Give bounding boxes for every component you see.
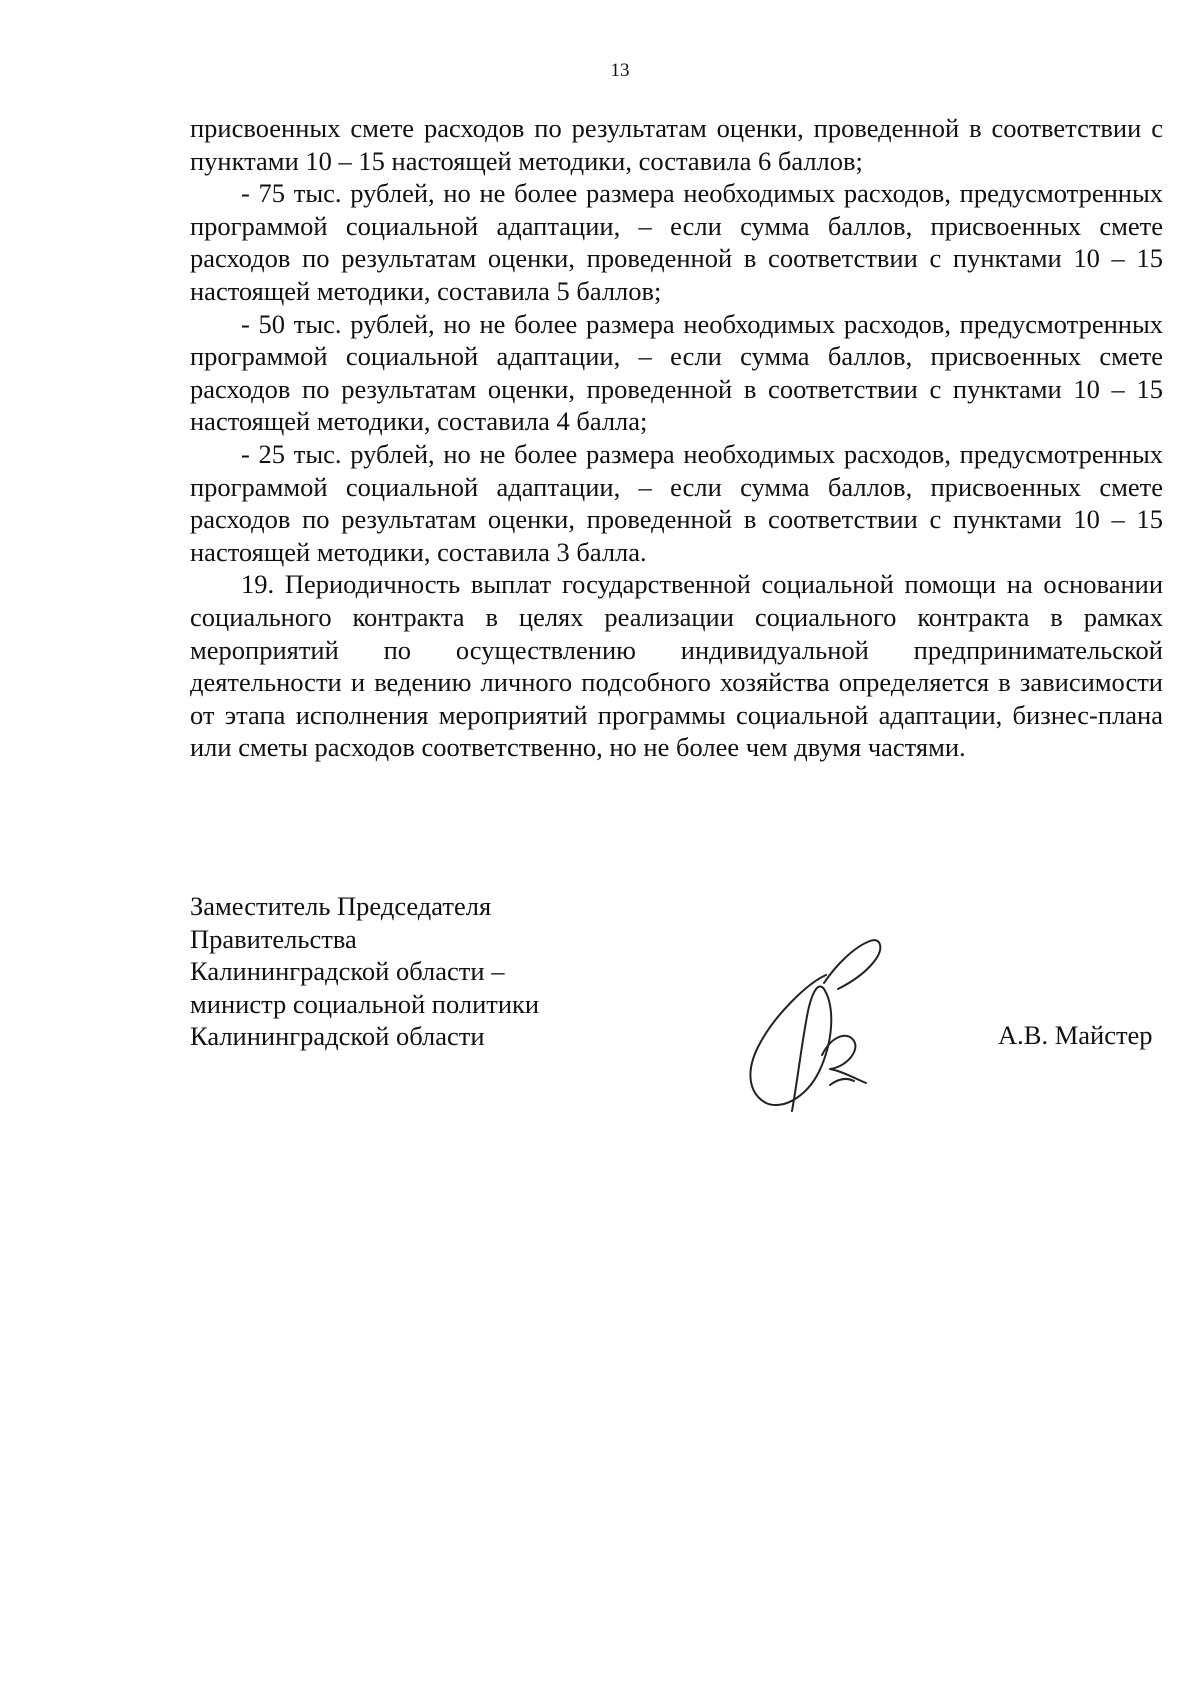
paragraph-continuation: присвоенных смете расходов по результатам оценки, проведенной в соответствии с пунктами 10 – 15 настоящей методики, составила 6 баллов;: [190, 113, 1163, 176]
paragraph-19: 19. Периодичность выплат государственной социальной помощи на основании социального контракта в целях реализации социального контракта в рамках мероприятий по осуществлению индивидуальной предпринимательской деятельности и ведению личного подсобного хозяйства определяется в зависимости от этапа исполнения мероприятий программы социальной адаптации, бизнес-плана или сметы расходов соответственно, но не более чем двумя частями.: [190, 569, 1163, 763]
signatory-title-line: министр социальной политики: [190, 988, 540, 1019]
signatory-title-line: Правительства: [190, 923, 357, 954]
handwritten-signature: [738, 935, 918, 1115]
paragraph-50k: - 50 тыс. рублей, но не более размера необходимых расходов, предусмотренных программой социальной адаптации, – если сумма баллов, присвоенных смете расходов по результатам оценки, проведенной в соответствии с пунктами 10 – 15 настоящей методики, составила 4 балла;: [190, 308, 1163, 437]
body-text: [190, 112, 1163, 764]
page-number: 13: [610, 60, 630, 81]
paragraph-25k: - 25 тыс. рублей, но не более размера необходимых расходов, предусмотренных программой социальной адаптации, – если сумма баллов, присвоенных смете расходов по результатам оценки, проведенной в соответствии с пунктами 10 – 15 настоящей методики, составила 3 балла.: [190, 438, 1163, 567]
signer-name: А.В. Майстер: [998, 1020, 1153, 1050]
signatory-title-line: Заместитель Председателя: [190, 891, 492, 921]
paragraph-75k: - 75 тыс. рублей, но не более размера необходимых расходов, предусмотренных программой социальной адаптации, – если сумма баллов, присвоенных смете расходов по результатам оценки, проведенной в соответствии с пунктами 10 – 15 настоящей методики, составила 5 баллов;: [190, 178, 1163, 306]
signatory-title: [190, 890, 539, 1053]
signatory-title-line: Калининградской области: [190, 1021, 485, 1052]
signatory-title-line: Калининградской области –: [190, 956, 505, 987]
